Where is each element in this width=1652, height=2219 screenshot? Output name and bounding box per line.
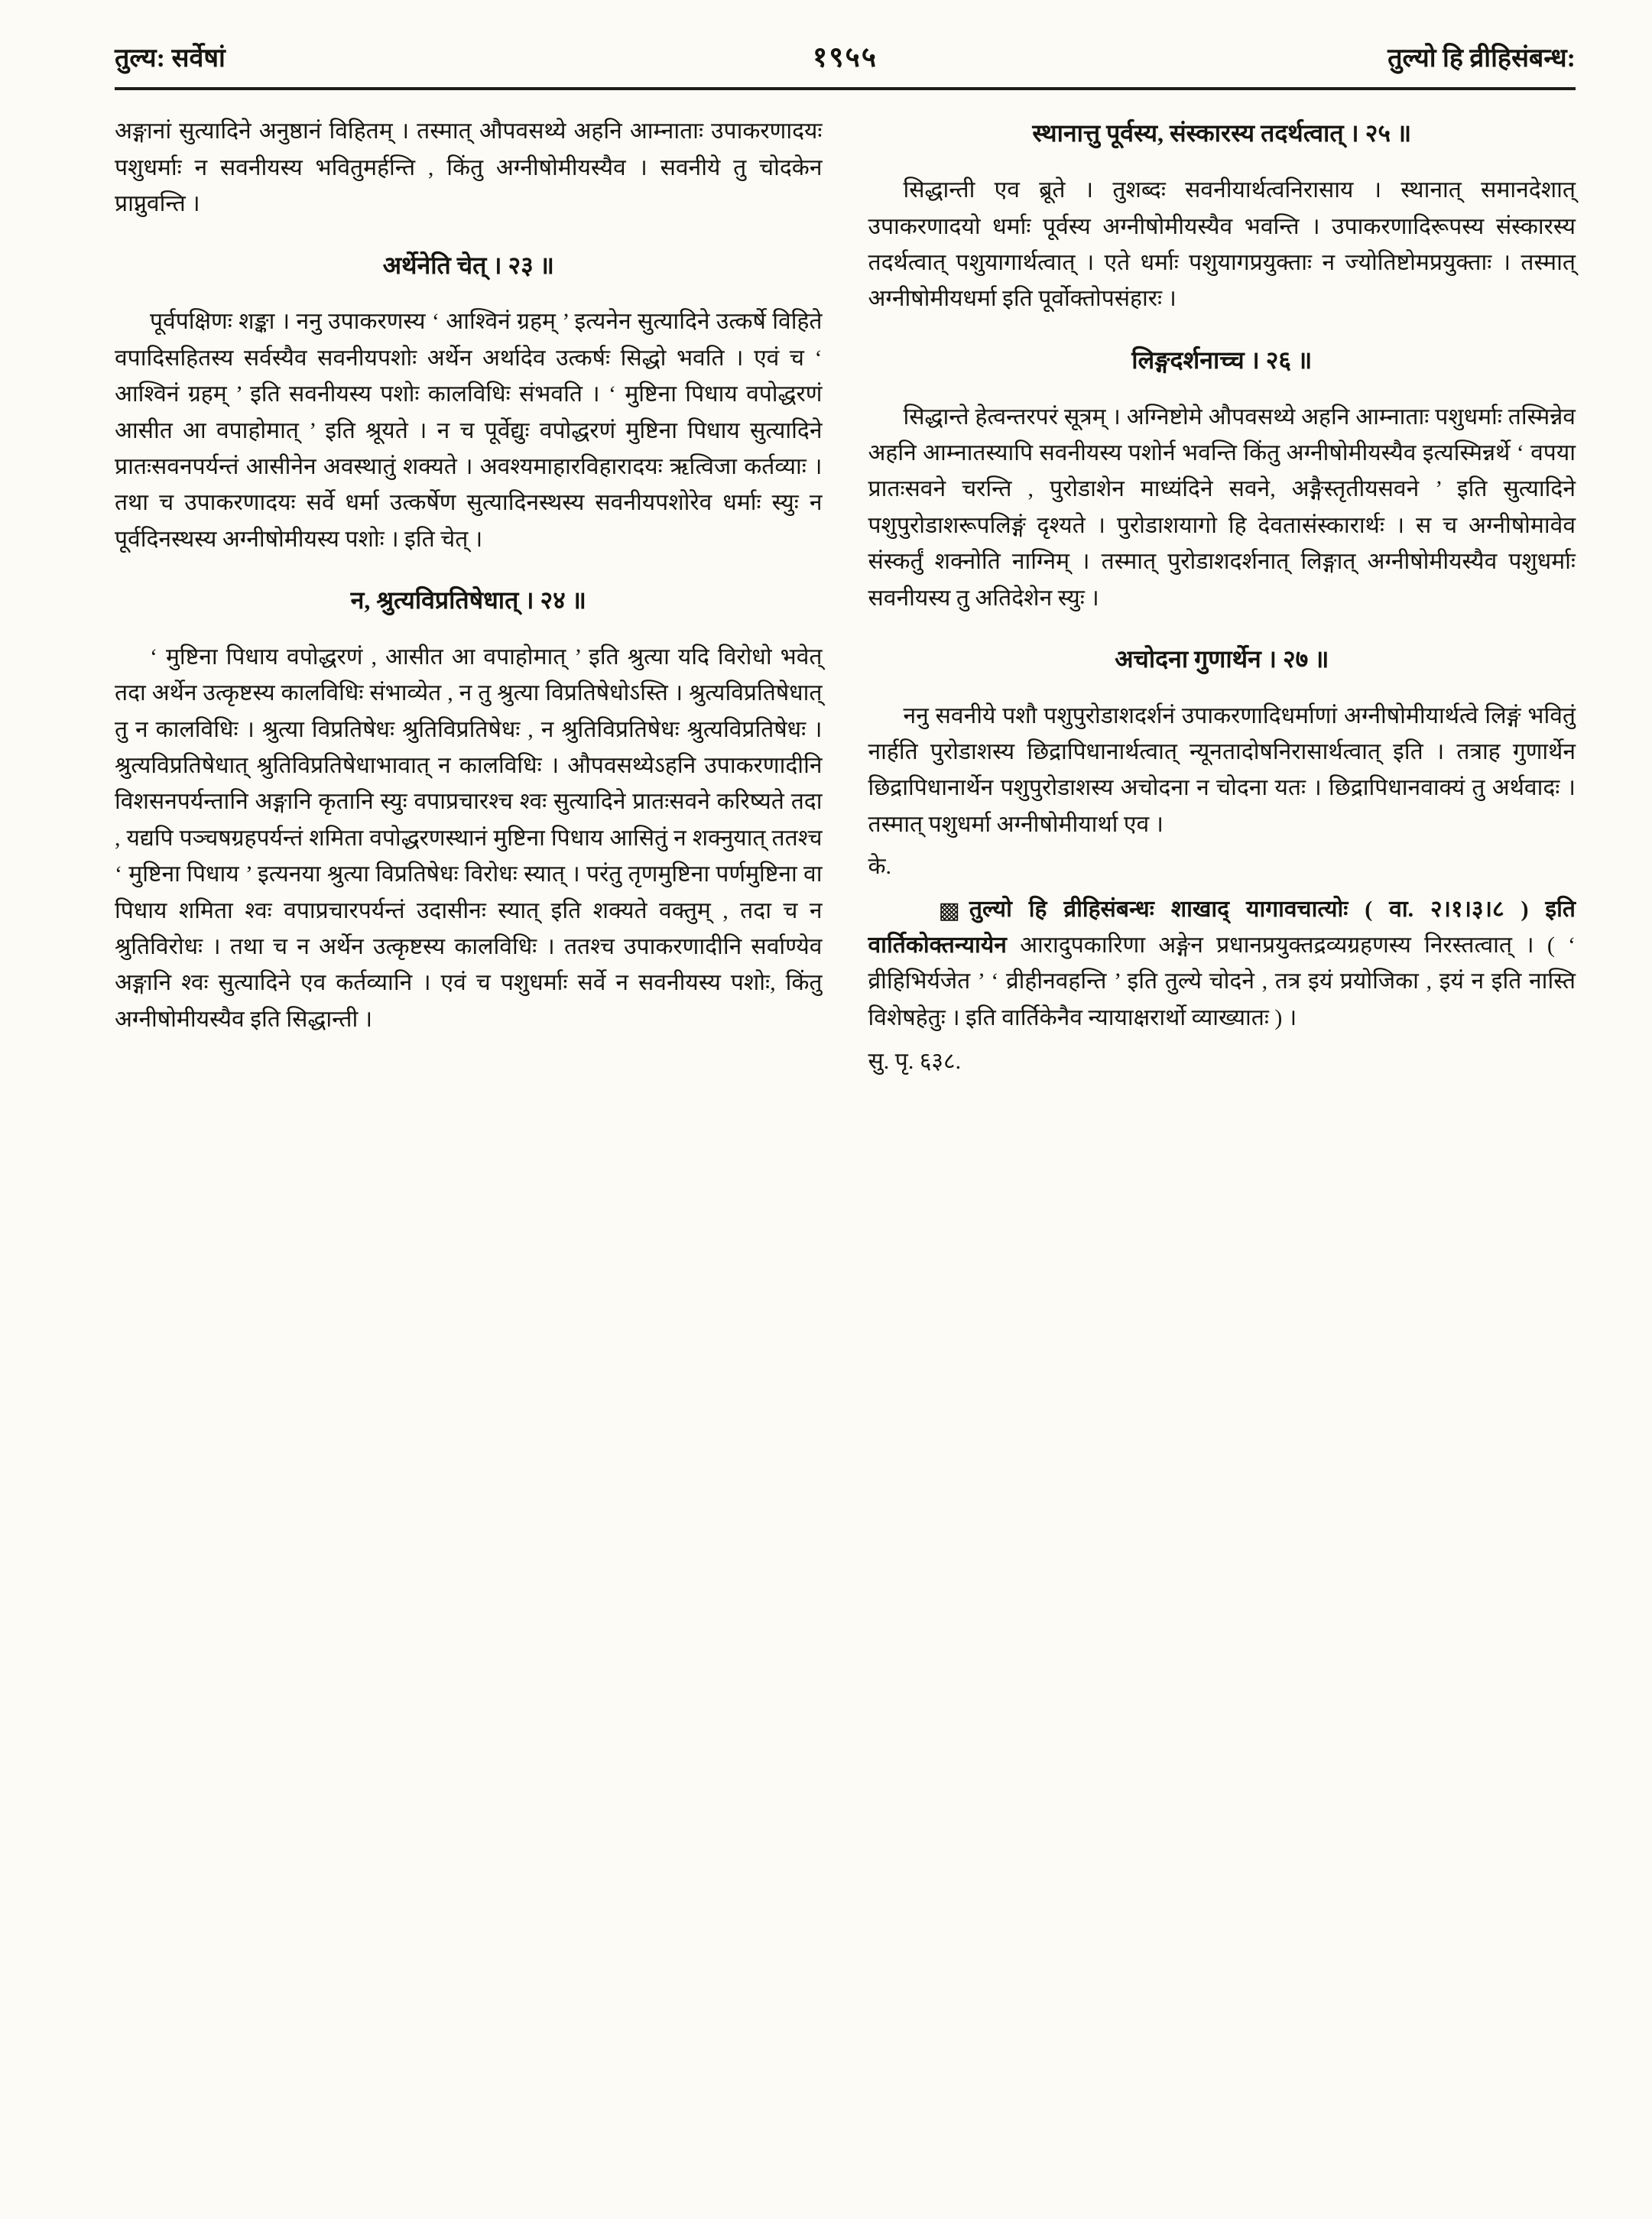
paragraph: [868, 891, 1576, 1037]
header-left-title: तुल्य: सर्वेषां: [115, 44, 226, 73]
paragraph-lead: तुल्यो हि व्रीहिसंबन्धः शाखाद् यागावचात्योः ( वा. २।१।३।८ ) इति वार्तिकोक्तन्यायेन: [868, 896, 1576, 959]
paragraph: सिद्धान्ती एव ब्रूते । तुशब्दः सवनीयार्थत्वनिरासाय । स्थानात् समानदेशात् उपाकरणादयो धर्माः पूर्वस्य अग्नीषोमीयस्यैव भवन्ति । उपाकरणादिरूपस्य संस्कारस्य तदर्थत्वात् पशुयागार्थत्वात् । एते धर्माः पशुयागप्रयुक्ताः न ज्योतिष्टोमप्रयुक्ताः । तस्मात् अग्नीषोमीयधर्मा इति पूर्वोक्तोपसंहारः ।: [868, 177, 1576, 312]
header-right-title: तुल्यो हि व्रीहिसंबन्ध:: [1387, 44, 1576, 73]
paragraph: सिद्धान्ते हेत्वन्तरपरं सूत्रम् । अग्निष्टोमे औपवसथ्ये अहनि आम्नाताः पशुधर्माः तस्मिन्नेव अहनि आम्नातस्यापि सवनीयस्य पशोर्न भवन्ति किंतु अग्नीषोमीयस्यैव इत्यस्मिन्नर्थे ‘ वपया प्रातःसवने चरन्ति , पुरोडाशेन माध्यंदिने सवने, अङ्गैस्तृतीयसवने ’ इति सुत्यादिने पशुपुरोडाशरूपलिङ्गं दृश्यते । पुरोडाशयागो हि देवतासंस्कारार्थः । स च अग्नीषोमावेव संस्कर्तुं शक्नोति नाग्निम् । तस्मात् पुरोडाशदर्शनात् लिङ्गात् अग्नीषोमीयस्यैव पशुधर्माः सवनीयस्य तु अतिदेशेन स्युः ।: [868, 404, 1576, 611]
column-right: [868, 113, 1576, 1085]
paragraph: ननु सवनीये पशौ पशुपुरोडाशदर्शनं उपाकरणादिधर्माणां अग्नीषोमीयार्थत्वे लिङ्गं भवितुं नार्हति पुरोडाशस्य छिद्रापिधानार्थत्वात् न्यूनतादोषनिरासार्थत्वात् इति । तत्राह गुणार्थेन छिद्रापिधानार्थेन पशुपुरोडाशस्य अचोदना न चोदना यतः । छिद्रापिधानवाक्यं तु अर्थवादः । तस्मात् पशुधर्मा अग्नीषोमीयार्था एव ।: [868, 702, 1576, 837]
column-left: [115, 113, 823, 1043]
paragraph: पूर्वपक्षिणः शङ्का । ननु उपाकरणस्य ‘ आश्विनं ग्रहम् ’ इत्यनेन सुत्यादिने उत्कर्षे विहिते वपादिसहितस्य सर्वस्यैव सवनीयपशोः अर्थेन अर्थादेव उत्कर्षः सिद्धो भवति । एवं च ‘ आश्विनं ग्रहम् ’ इति सवनीयस्य पशोः कालविधिः संभवति । ‘ मुष्टिना पिधाय वपोद्धरणं आसीत आ वपाहोमात् ’ इति श्रूयते । न च पूर्वेद्युः वपोद्धरणं मुष्टिना पिधाय सुत्यादिने प्रातःसवनपर्यन्तं आसीनेन अवस्थातुं शक्यते । अवश्यमाहारविहारादयः ऋत्विजा कर्तव्याः । तथा च उपाकरणादयः सर्वे धर्मा उत्कर्षेण सुत्यादिनस्थस्य सवनीयपशोरेव धर्माः स्युः न पूर्वदिनस्थस्य अग्नीषोमीयस्य पशोः । इति चेत् ।: [115, 309, 823, 552]
sutra-heading: लिङ्गदर्शनाच्च । २६ ॥: [1131, 346, 1313, 374]
sutra-heading: अचोदना गुणार्थेन । २७ ॥: [1115, 644, 1329, 673]
running-header: [115, 41, 1576, 75]
text-columns: [115, 113, 1576, 1085]
ornament-mark: ▩: [938, 897, 960, 923]
paragraph: अङ्गानां सुत्यादिने अनुष्ठानं विहितम् । तस्मात् औपवसथ्ये अहनि आम्नाताः उपाकरणादयः पशुधर्माः न सवनीयस्य भवितुमर्हन्ति , किंतु अग्नीषोमीयस्यैव । सवनीये तु चोदकेन प्राप्नुवन्ति ।: [115, 118, 823, 217]
header-rule: [115, 87, 1576, 90]
paragraph: के.: [868, 854, 892, 880]
sutra-heading: स्थानात्तु पूर्वस्य, संस्कारस्य तदर्थत्वात् । २५ ॥: [1032, 119, 1412, 148]
sutra-heading: न, श्रुत्यविप्रतिषेधात् । २४ ॥: [350, 586, 586, 615]
page-number: १९५५: [813, 42, 878, 73]
reference-line: सु. पृ. ६३८.: [868, 1049, 962, 1075]
sutra-heading: अर्थेनेति चेत् । २३ ॥: [382, 251, 554, 279]
paragraph-text: आरादुपकारिणा अङ्गेन प्रधानप्रयुक्तद्रव्यग्रहणस्य निरस्तत्वात् । ( ‘ व्रीहिभिर्यजेत ’ ‘ व्रीहीनवहन्ति ’ इति तुल्ये चोदने , तत्र इयं प्रयोजिका , इयं न इति नास्ति विशेषहेतुः । इति वार्तिकेनैव न्यायाक्षरार्थो व्याख्यातः ) ।: [868, 933, 1576, 1030]
paragraph: ‘ मुष्टिना पिधाय वपोद्धरणं , आसीत आ वपाहोमात् ’ इति श्रुत्या यदि विरोधो भवेत् तदा अर्थेन उत्कृष्टस्य कालविधिः संभाव्येत , न तु श्रुत्या विप्रतिषेधोऽस्ति । श्रुत्यविप्रतिषेधात् तु न कालविधिः । श्रुत्या विप्रतिषेधः श्रुतिविप्रतिषेधः , न श्रुतिविप्रतिषेधः श्रुत्यविप्रतिषेधः । श्रुत्यविप्रतिषेधात् श्रुतिविप्रतिषेधाभावात् न कालविधिः । औपवसथ्येऽहनि उपाकरणादीनि विशसनपर्यन्तानि अङ्गानि कृतानि स्युः वपाप्रचारश्च श्वः सुत्यादिने प्रातःसवने करिष्यते तदा , यद्यपि पञ्चषग्रहपर्यन्तं शमिता वपोद्धरणस्थानं मुष्टिना पिधाय आसितुं न शक्नुयात् ततश्च ‘ मुष्टिना पिधाय ’ इत्यनया श्रुत्या विप्रतिषेधः विरोधः स्यात् । परंतु तृणमुष्टिना पर्णमुष्टिना वा पिधाय शमिता श्वः वपाप्रचारपर्यन्तं उदासीनः स्यात् इति शक्यते वक्तुम् , तदा च न श्रुतिविरोधः । तथा च न अर्थेन उत्कृष्टस्य कालविधिः । ततश्च उपाकरणादीनि सर्वाण्येव अङ्गानि श्वः सुत्यादिने एव कर्तव्यानि । एवं च पशुधर्माः सर्वे न सवनीयस्य पशोः, किंतु अग्नीषोमीयस्यैव इति सिद्धान्ती ।: [115, 644, 823, 1032]
